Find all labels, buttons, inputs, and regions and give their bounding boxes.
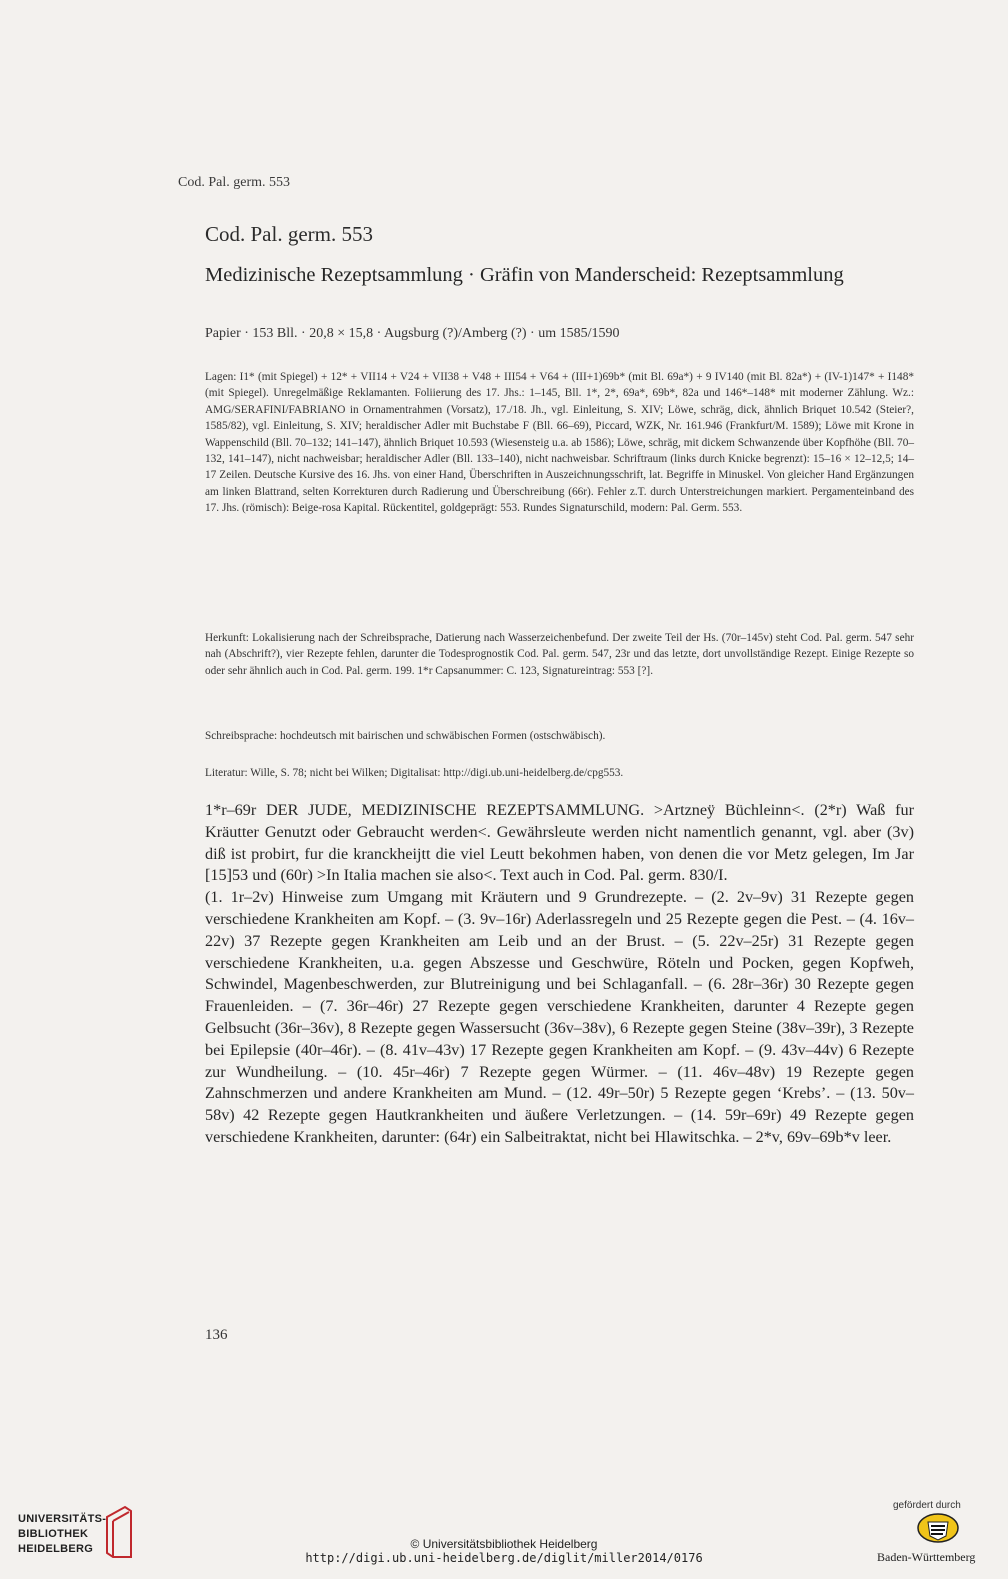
entry-title: Medizinische Rezeptsammlung · Gräfin von Manderscheid: Rezeptsammlung [205,264,844,286]
provenance-paragraph: Herkunft: Lokalisierung nach der Schreibsprache, Datierung nach Wasserzeichenbefund. Der zweite Teil der Hs. (70r–145v) steht Cod. Pal. germ. 547 sehr nah (Abschrift?), vier Rezepte fehlen, darunter die Todesprognostik Cod. Pal. germ. 547, 23r und das letzte, dort unvollständige Rezept. Einige Rezepte so oder sehr ähnlich auch in Cod. Pal. germ. 199. 1*r Capsanummer: C. 123, Signatureintrag: 553 [?]. [205,632,914,677]
funded-by-label: gefördert durch [893,1500,961,1511]
library-name-line3: HEIDELBERG [18,1543,94,1555]
running-head: Cod. Pal. germ. 553 [178,175,290,190]
collation-paragraph: Lagen: I1* (mit Spiegel) + 12* + VII14 + V24 + VII38 + V48 + III54 + V64 + (III+1)69b* (mit Bl. 69a*) + 9 IV140 (mit Bl. 82a*) + (IV-1)147* + I148* (mit Spiegel). Unregelmäßige Reklamanten. Foliierung des 17. Jhs.: 1–145, Bll. 1*, 2*, 69a*, 69b*, 82a und 146*–148* mit moderner Zählung. Wz.: AMG/SERAFINI/FABRIANO in Ornamentrahmen (Vorsatz), 17./18. Jh., vgl. Einleitung, S. XIV; Löwe, schräg, dick, ähnlich Briquet 10.542 (Steier?, 1585/82), vgl. Einleitung, S. XIV; heraldischer Adler mit Buchstabe F (Bll. 66–69), Piccard, WZK, Nr. 161.946 (Frankfurt/M. 1589); Löwe mit Krone in Wappenschild (Bll. 70–132; 141–147), ähnlich Briquet 10.593 (Wiesensteig u.a. ab 1586); Löwe, schräg, mit dickem Schwanzende über Kopfhöhe (Bll. 70–132, 141–147), nicht nachweisbar; heraldischer Adler (Bll. 133–140), nicht nachweisbar. Schriftraum (links durch Knicke begrenzt): 15–16 × 12–12,5; 14–17 Zeilen. Deutsche Kursive des 16. Jhs. von einer Hand, Überschriften in Auszeichnungsschrift, lat. Begriffe in Minuskel. Von gleicher Hand Ergänzungen am linken Blattrand, selten Korrekturen durch Radierung und Überschreibung (66r). Fehler z.T. durch Unterstreichungen markiert. Pergamenteinband des 17. Jhs. (römisch): Beige-rosa Kapital. Rückentitel, goldgeprägt: 553. Rundes Signaturschild, modern: Pal. Germ. 553. [205,371,914,515]
script-language-paragraph: Schreibsprache: hochdeutsch mit bairischen und schwäbischen Formen (ostschwäbisch). [205,730,606,742]
library-name-line2: BIBLIOTHEK [18,1528,89,1540]
content-description [205,800,914,1149]
funder-name: Baden-Württemberg [877,1550,976,1564]
content-intro: 1*r–69r DER JUDE, MEDIZINISCHE REZEPTSAMMLUNG. >Artzneÿ Büchleinn<. (2*r) Waß fur Kräutter Genutzt oder Gebraucht werden<. Gewährsleute werden nicht namentlich genannt, vgl. aber (3v) diß ist probirt, fur die kranckheijtt die viel Leutt bekohmen haben, von denen die vor Metz gelegen, Im Jar [15]53 und (60r) >In Italia machen sie also<. Text auch in Cod. Pal. germ. 830/I. [205,801,914,885]
state-seal-icon [916,1512,960,1544]
literature-paragraph: Literatur: Wille, S. 78; nicht bei Wilken; Digitalisat: http://digi.ub.uni-heidelberg.de/cpg553. [205,767,624,779]
page-number: 136 [205,1327,228,1343]
library-name-line1: UNIVERSITÄTS- [18,1513,107,1525]
permalink-url[interactable]: http://digi.ub.uni-heidelberg.de/diglit/miller2014/0176 [305,1551,703,1565]
shelfmark-heading: Cod. Pal. germ. 553 [205,222,373,246]
physical-description: Papier · 153 Bll. · 20,8 × 15,8 · Augsburg (?)/Amberg (?) · um 1585/1590 [205,326,620,341]
copyright-notice: © Universitätsbibliothek Heidelberg [410,1537,598,1551]
content-sections: (1. 1r–2v) Hinweise zum Umgang mit Kräutern und 9 Grundrezepte. – (2. 2v–9v) 31 Rezepte gegen verschiedene Krankheiten am Kopf. – (3. 9v–16r) Aderlassregeln und 25 Rezepte gegen die Pest. – (4. 16v–22v) 37 Rezepte gegen Krankheiten am Leib und an der Brust. – (5. 22v–25r) 31 Rezepte gegen verschiedene Krankheiten, u.a. gegen Abszesse und Geschwüre, Röteln und Pocken, gegen Kopfweh, Schwindel, Magenbeschwerden, zur Blutreinigung und bei Schlaganfall. – (6. 28r–36r) 30 Rezepte gegen Frauenleiden. – (7. 36r–46r) 27 Rezepte gegen verschiedene Krankheiten, darunter 4 Rezepte gegen Gelbsucht (36r–36v), 8 Rezepte gegen Wassersucht (36v–38v), 6 Rezepte gegen Steine (38v–39r), 3 Rezepte bei Epilepsie (40r–46r). – (8. 41v–43v) 17 Rezepte gegen Krankheiten am Kopf. – (9. 43v–44v) 6 Rezepte zur Wundheilung. – (10. 45r–46r) 7 Rezepte gegen Würmer. – (11. 46v–48v) 19 Rezepte gegen Zahnschmerzen und andere Krankheiten am Mund. – (12. 49r–50r) 5 Rezepte gegen ‘Krebs’. – (13. 50v–58v) 42 Rezepte gegen Hautkrankheiten und äußere Verletzungen. – (14. 59r–69r) 49 Rezepte gegen verschiedene Krankheiten, darunter: (64r) ein Salbeitraktat, nicht bei Hlawitschka. – 2*v, 69v–69b*v leer. [205,888,914,1146]
